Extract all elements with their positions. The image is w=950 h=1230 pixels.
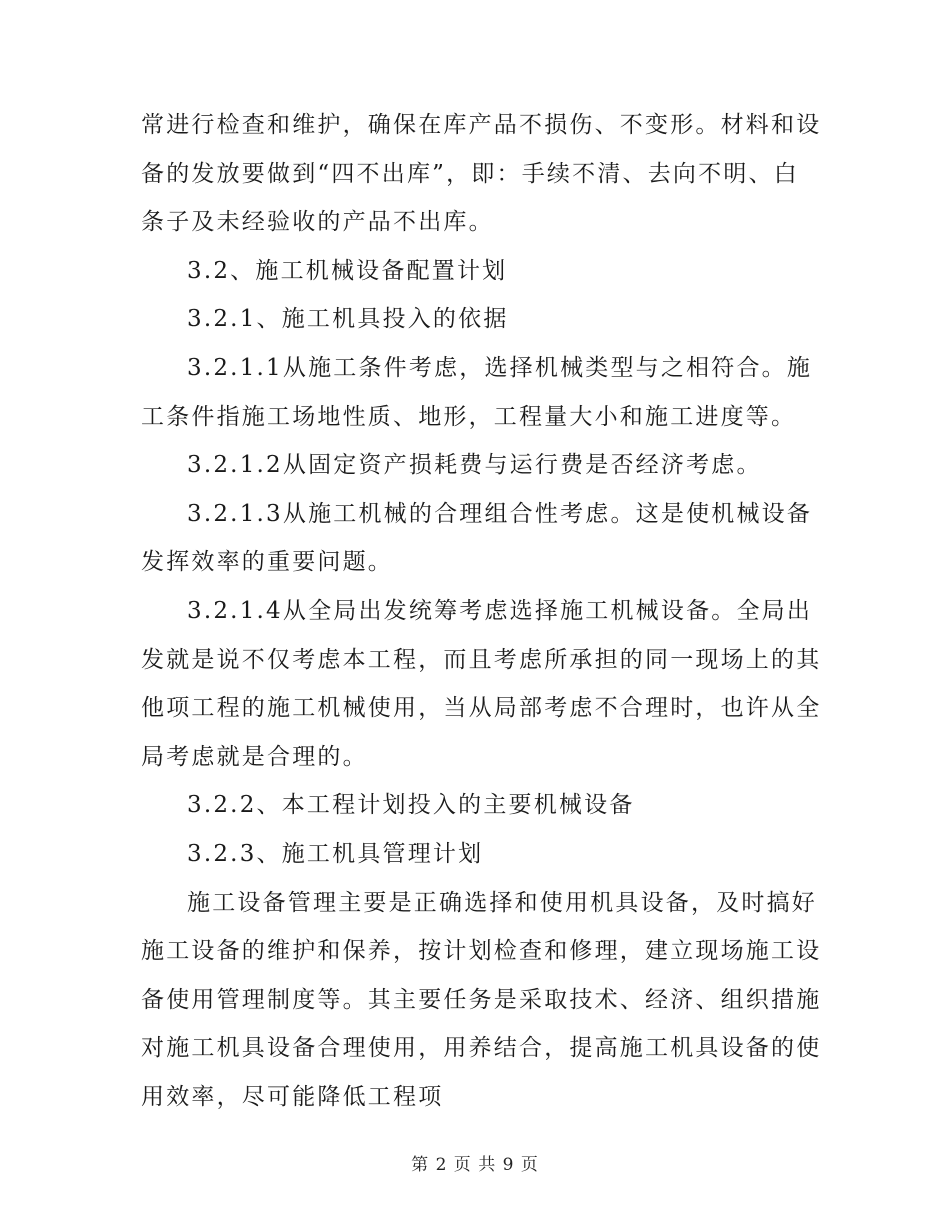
text-line: 3.2.1.2从固定资产损耗费与运行费是否经济考虑。 xyxy=(187,452,762,479)
text-line: 他项工程的施工机械使用，当从局部考虑不合理时，也许从全 xyxy=(141,695,822,722)
document-body xyxy=(141,101,822,1121)
subsection-heading: 3.2.1、施工机具投入的依据 xyxy=(187,306,509,333)
page-number-footer: 第 2 页 共 9 页 xyxy=(411,1155,539,1175)
text-line: 条子及未经验收的产品不出库。 xyxy=(141,209,494,236)
text-line: 备使用管理制度等。其主要任务是采取技术、经济、组织措施 xyxy=(141,986,822,1013)
text-line: 发挥效率的重要问题。 xyxy=(141,549,393,576)
text-line: 施工设备管理主要是正确选择和使用机具设备，及时搞好 xyxy=(187,889,817,916)
subsection-heading: 3.2.2、本工程计划投入的主要机械设备 xyxy=(187,792,635,819)
text-line: 施工设备的维护和保养，按计划检查和修理，建立现场施工设 xyxy=(141,938,822,965)
text-line: 3.2.1.3从施工机械的合理组合性考虑。这是使机械设备 xyxy=(187,500,813,527)
subsection-heading: 3.2.3、施工机具管理计划 xyxy=(187,840,484,867)
text-line: 发就是说不仅考虑本工程，而且考虑所承担的同一现场上的其 xyxy=(141,646,822,673)
section-heading: 3.2、施工机械设备配置计划 xyxy=(187,257,508,284)
text-line: 局考虑就是合理的。 xyxy=(141,743,368,770)
text-line: 工条件指施工场地性质、地形，工程量大小和施工进度等。 xyxy=(141,403,797,430)
text-line: 3.2.1.4从全局出发统筹考虑选择施工机械设备。全局出 xyxy=(187,597,813,624)
text-line: 备的发放要做到“四不出库”，即：手续不清、去向不明、白 xyxy=(141,160,799,187)
text-line: 对施工机具设备合理使用，用养结合，提高施工机具设备的使 xyxy=(141,1035,822,1062)
text-line: 3.2.1.1从施工条件考虑，选择机械类型与之相符合。施 xyxy=(187,354,813,381)
text-line: 用效率，尽可能降低工程项 xyxy=(141,1083,444,1110)
text-line: 常进行检查和维护，确保在库产品不损伤、不变形。材料和设 xyxy=(141,112,822,138)
